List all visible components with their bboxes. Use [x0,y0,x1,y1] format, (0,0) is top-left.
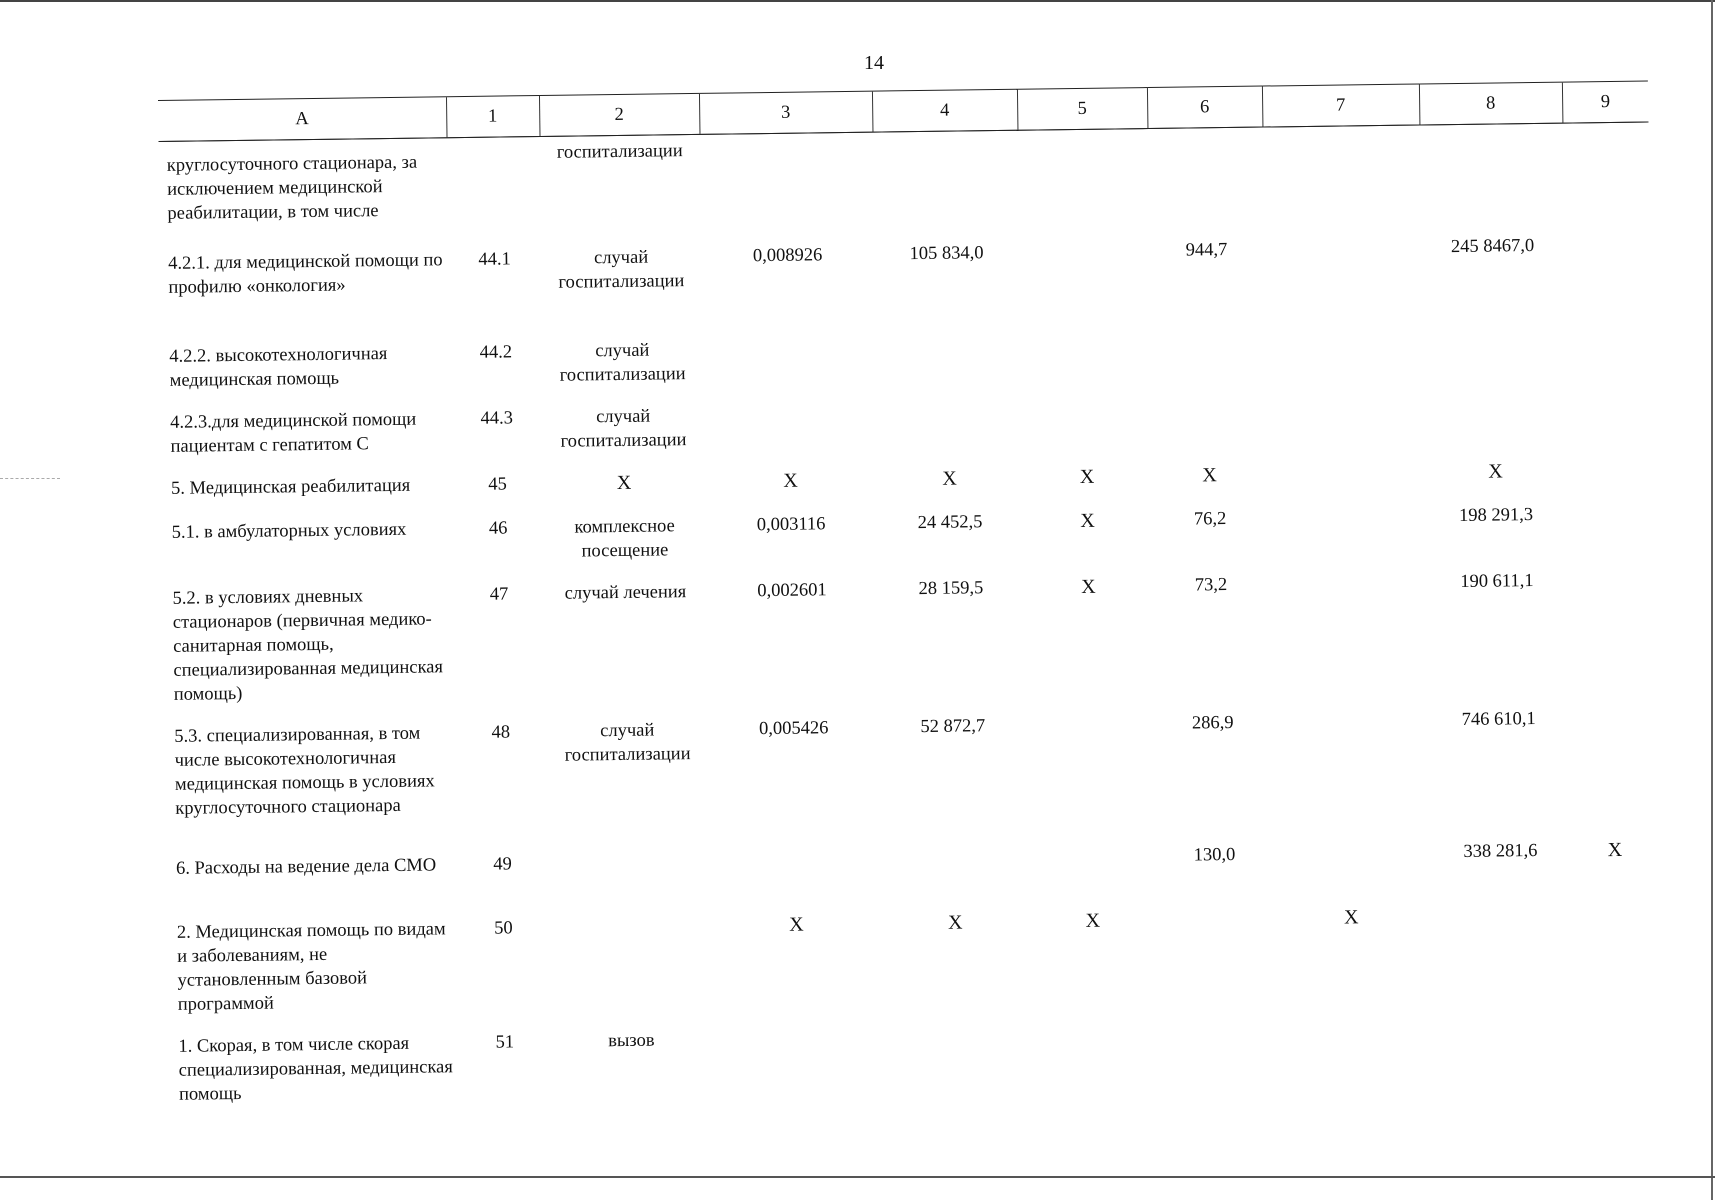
table-row [169,883,1660,1016]
col-header-4: 4 [872,89,1018,132]
row-cell-5: Х [1085,909,1101,932]
row-unit: Х [616,471,632,494]
row-cell-3: Х [788,913,804,936]
row-label: 6. Расходы на ведение дела СМО [175,854,437,879]
row-label: 5.3. специализированная, в том числе высокотехнологичная медицинская помощь в условиях круглосуточного стационара [174,723,435,819]
row-cell-5: Х [1079,465,1095,488]
row-label: 5. Медицинская реабилитация [170,475,411,499]
col-header-1: 1 [446,96,540,138]
row-cell-9 [1568,549,1656,688]
row-unit: случай госпитализации [559,340,686,386]
row-cell-4: Х [947,911,963,934]
row-cell-7 [1266,376,1424,444]
row-cell-4 [884,1005,1030,1097]
row-cell-9 [1564,214,1651,308]
row-cell-6 [1159,1002,1275,1093]
row-cell-3 [702,317,876,385]
row-cell-5: Х [1080,509,1095,532]
row-cell-6: Х [1202,463,1217,486]
row-cell-8: 746 610,1 [1461,708,1536,730]
row-cell-6: 76,2 [1193,508,1227,529]
row-cell-9: Х [1607,838,1623,861]
page-edge-right [1711,0,1713,1200]
row-cell-4 [872,130,1018,224]
row-cell-4 [875,315,1021,383]
row-code: 44.2 [479,341,513,363]
col-header-3: 3 [699,91,873,134]
row-cell-7 [1274,1000,1432,1092]
row-cell-6 [1147,127,1263,220]
row-cell-4: Х [942,467,957,490]
row-label: 5.2. в условиях дневных стационаров (первичная медико-санитарная помощь, специализированная медицинская помощь) [172,585,444,705]
row-cell-7 [1265,310,1423,378]
row-label: 4.2.3.для медицинской помощи пациентам с гепатитом С [170,409,417,457]
row-cell-4 [882,827,1028,893]
row-cell-3: 0,002601 [757,579,827,601]
row-cell-8 [1431,998,1575,1090]
row-label: 4.2.1. для медицинской помощи по профилю «онкология» [168,249,443,298]
col-header-a: А [158,97,447,142]
row-cell-3: 0,005426 [758,717,829,739]
row-cell-6 [1151,378,1267,445]
row-cell-9 [1567,483,1654,550]
row-cell-7 [1268,552,1427,692]
row-unit: случай госпитализации [558,247,685,293]
row-cell-3 [699,132,873,226]
row-cell-3 [703,383,877,451]
row-cell-7: Х [1343,905,1359,929]
row-label: 1. Скорая, в том числе скорая специализированная, медицинская помощь [178,1033,453,1105]
row-cell-3 [709,829,883,895]
row-cell-5 [1017,129,1148,223]
row-code: 45 [488,473,507,495]
page-edge-top [0,0,1715,2]
row-cell-8: 338 281,6 [1463,840,1538,862]
row-cell-6: 944,7 [1185,239,1228,261]
row-cell-8: 245 8467,0 [1450,235,1535,257]
col-header-7: 7 [1262,84,1420,127]
row-cell-8: 198 291,3 [1458,504,1534,526]
row-cell-5: Х [1081,575,1096,598]
row-code: 50 [493,917,513,939]
row-cell-5 [1019,221,1150,316]
col-header-5: 5 [1017,88,1148,131]
data-table [158,80,1661,1106]
col-header-6: 6 [1147,86,1263,129]
row-cell-9 [1562,122,1649,215]
col-header-2: 2 [539,93,700,136]
row-cell-3: 0,008926 [752,244,823,266]
table-row [170,997,1661,1106]
row-cell-6: 286,9 [1191,712,1234,734]
row-cell-8: Х [1488,459,1503,483]
row-cell-9 [1566,373,1653,440]
row-cell-5 [1021,380,1152,448]
row-unit: случай госпитализации [564,720,691,766]
row-unit: госпитализации [556,141,683,163]
col-header-8: 8 [1419,82,1563,125]
row-cell-6 [1150,312,1266,379]
row-cell-6 [1157,888,1273,1003]
row-cell-3: Х [783,469,798,492]
row-cell-8 [1422,308,1566,376]
row-cell-5 [1020,314,1151,382]
row-unit: случай госпитализации [560,406,687,452]
row-cell-5 [1027,825,1158,891]
row-unit [549,831,710,897]
row-cell-4: 28 159,5 [918,577,984,599]
row-cell-8: 190 611,1 [1460,570,1534,592]
row-cell-4 [876,381,1022,449]
scan-mark [0,478,60,480]
row-unit: комплексное посещение [574,515,675,561]
row-code: 47 [489,583,509,605]
page-number: 14 [864,52,884,74]
row-cell-9 [1567,439,1654,484]
row-cell-4: 24 452,5 [917,511,983,533]
row-cell-7 [1262,125,1420,219]
page-edge-bottom [0,1176,1715,1178]
table-row [166,687,1658,838]
row-label: 4.2.2. высокотехнологичная медицинская помощь [169,343,388,391]
row-unit: случай лечения [564,581,687,604]
row-label: круглосуточного стационара, за исключением медицинской реабилитации, в том числе [166,152,418,224]
row-cell-8 [1429,884,1573,1000]
row-code: 48 [491,721,511,743]
row-cell-8 [1419,123,1563,217]
row-unit [549,895,710,1011]
row-cell-9 [1565,307,1652,374]
row-code: 44.3 [480,407,514,429]
row-cell-3 [711,1007,885,1099]
row-cell-9 [1570,687,1658,820]
row-cell-4: 105 834,0 [909,242,984,264]
row-cell-7 [1270,690,1429,824]
row-cell-4: 52 872,7 [920,715,986,737]
row-code: 44.1 [478,248,511,270]
row-cell-9 [1574,997,1661,1088]
table-row [164,549,1656,706]
row-code: 51 [495,1031,515,1053]
row-code: 46 [488,517,508,539]
col-header-9: 9 [1562,81,1649,123]
row-cell-5 [1029,1003,1160,1095]
row-label: 2. Медицинская помощь по видам и заболеваниям, не установленным базовой программой [176,918,446,1015]
row-cell-5 [1025,694,1157,828]
row-cell-8 [1423,374,1567,442]
row-label: 5.1. в амбулаторных условиях [171,519,407,543]
row-unit: вызов [608,1030,655,1051]
row-cell-7 [1267,486,1425,554]
row-cell-9 [1572,883,1659,998]
row-code: 49 [493,853,512,875]
row-cell-7 [1264,217,1422,312]
row-cell-3: 0,003116 [756,513,826,535]
row-code [447,137,541,230]
row-cell-6: 130,0 [1193,844,1236,866]
row-cell-6: 73,2 [1194,574,1228,595]
row-cell-7 [1267,442,1425,488]
row-cell-7 [1272,822,1430,888]
